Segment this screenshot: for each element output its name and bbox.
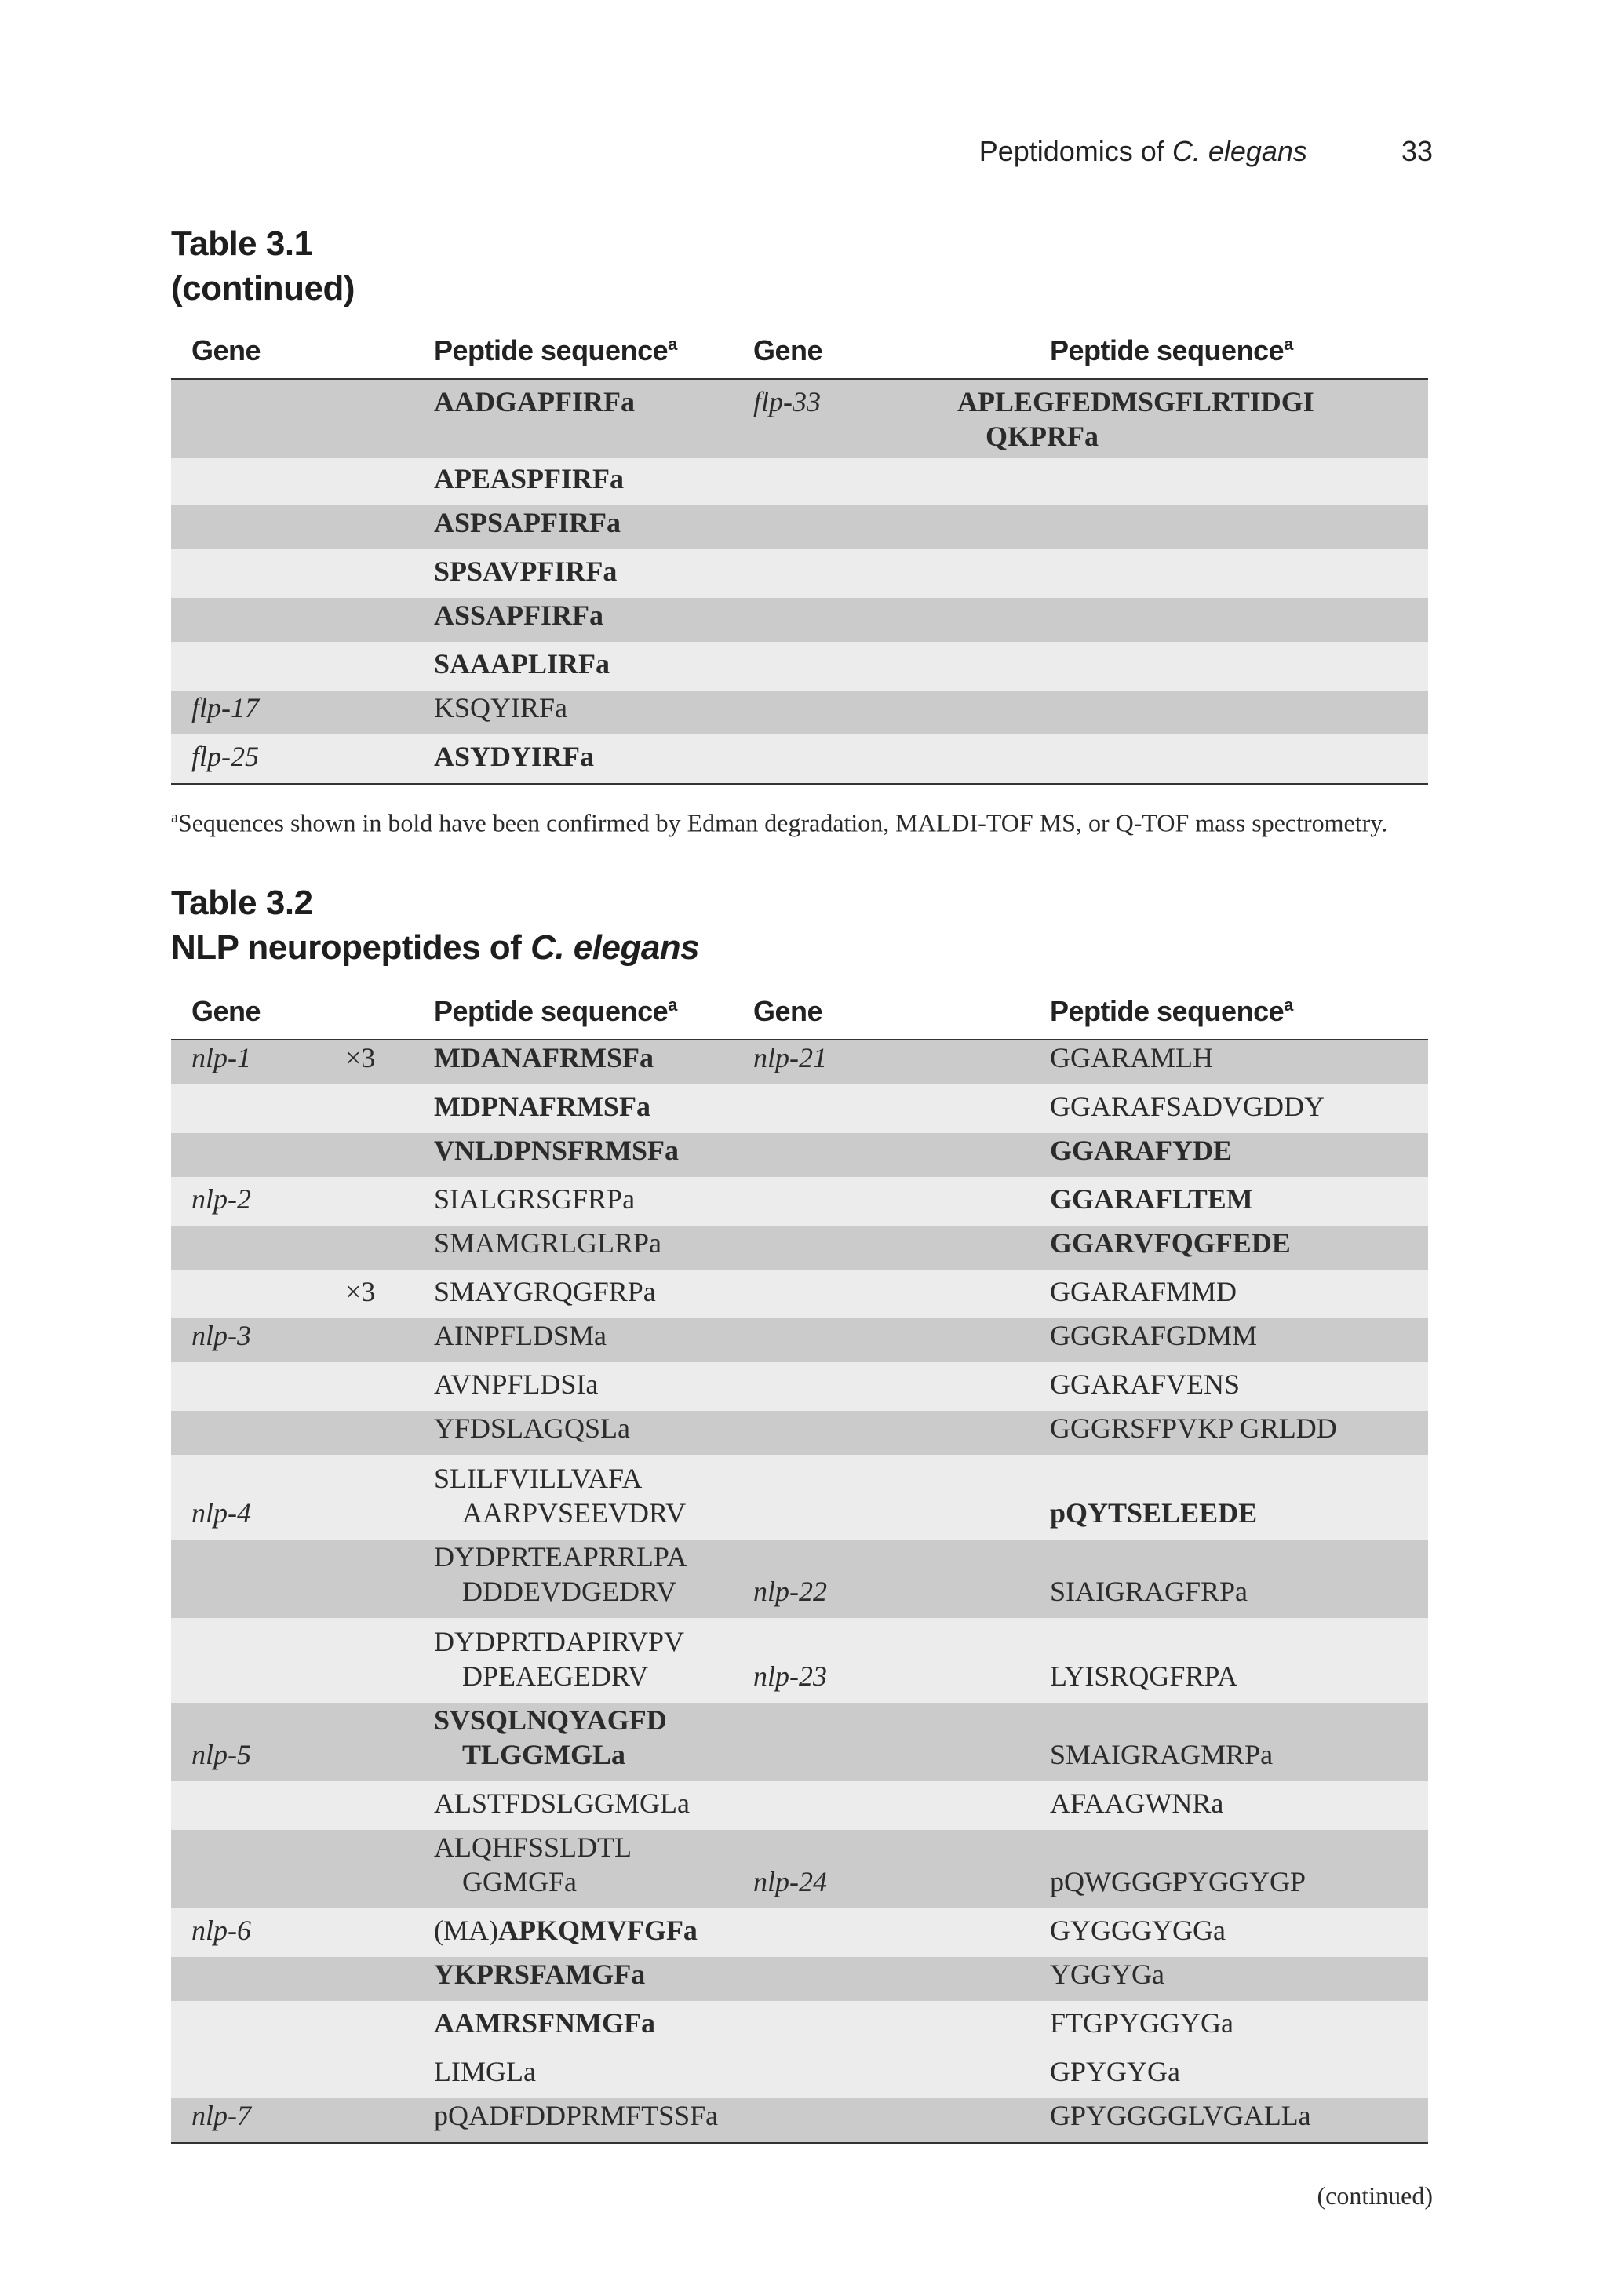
peptide-sequence: ALSTFDSLGGMGLa [434, 1788, 691, 1819]
running-head [979, 135, 1433, 168]
table1-header-gene-2: Gene [753, 334, 823, 366]
table-row [171, 1540, 1428, 1618]
peptide-sequence: FTGPYGGYGa [1050, 2007, 1233, 2039]
peptide-sequence: SLILFVILLVAFA AARPVSEEVDRV [434, 1463, 687, 1529]
gene-name: nlp-3 [191, 1320, 251, 1351]
peptide-sequence: GGARAFMMD [1050, 1276, 1237, 1307]
peptide-sequence: AVNPFLDSIa [434, 1368, 599, 1400]
peptide-sequence: GGGRAFGDMM [1050, 1320, 1258, 1351]
table-row [171, 598, 1428, 642]
peptide-sequence: pQYTSELEEDE [1050, 1497, 1258, 1529]
gene-name: flp-25 [191, 741, 259, 772]
table2-bottom-rule [171, 2142, 1428, 2144]
copy-number: ×3 [345, 1042, 376, 1073]
peptide-sequence: GGARAMLH [1050, 1042, 1214, 1073]
peptide-sequence: DYDPRTEAPRRLPA DDDEVDGEDRV [434, 1541, 687, 1607]
table1 [171, 330, 1428, 785]
peptide-sequence: SMAMGRLGLRPa [434, 1227, 662, 1259]
peptide-sequence: SMAYGRQGFRPa [434, 1276, 656, 1307]
peptide-sequence: GGGRSFPVKP GRLDD [1050, 1412, 1337, 1444]
peptide-sequence: SIALGRSGFRPa [434, 1183, 636, 1215]
table1-header [171, 330, 1428, 380]
gene-name: flp-17 [191, 692, 259, 723]
peptide-sequence: (MA)APKQMVFGFa [434, 1915, 698, 1946]
gene-name: nlp-6 [191, 1915, 251, 1946]
table1-footnote: $^a$Sequences shown in bold have been confirmed by Edman degradation, MALDI-TOF MS, or Q-TOF mass spectrometry. [171, 808, 1388, 837]
peptide-sequence: GPYGYGa [1050, 2056, 1180, 2087]
table1-header-seq-1: Peptide sequence$^a$ [434, 334, 677, 366]
peptide-sequence: LIMGLa [434, 2056, 536, 2087]
peptide-sequence: DYDPRTDAPIRVPV DPEAEGEDRV [434, 1626, 685, 1692]
table-row [171, 505, 1428, 549]
continued-note: (continued) [1317, 2181, 1433, 2210]
peptide-sequence: AAMRSFNMGFa [434, 2007, 655, 2039]
peptide-sequence: AINPFLDSMa [434, 1320, 607, 1351]
table-row [171, 1781, 1428, 1830]
peptide-sequence: YGGYGa [1050, 1959, 1164, 1990]
page-number: 33 [1401, 135, 1433, 167]
peptide-sequence: GGARAFLTEM [1050, 1183, 1253, 1215]
table-row [171, 458, 1428, 505]
table1-bottom-rule [171, 783, 1428, 785]
table-row [171, 1411, 1428, 1455]
gene-name: nlp-5 [191, 1739, 251, 1770]
gene-name: nlp-24 [753, 1866, 827, 1897]
table-row [171, 1830, 1428, 1908]
table-row [171, 1270, 1428, 1318]
table2-heading [171, 880, 699, 970]
gene-name: nlp-23 [753, 1660, 827, 1692]
table-row [171, 1133, 1428, 1177]
peptide-sequence: GGARAFVENS [1050, 1368, 1241, 1400]
table-row [171, 1618, 1428, 1703]
peptide-sequence: KSQYIRFa [434, 692, 568, 723]
table1-heading [171, 221, 355, 311]
table-row [171, 1362, 1428, 1411]
table2-header-gene-1: Gene [191, 995, 261, 1027]
gene-name: nlp-1 [191, 1042, 251, 1073]
table-row [171, 1703, 1428, 1781]
table-row [171, 1455, 1428, 1540]
peptide-sequence: SMAIGRAGMRPa [1050, 1739, 1274, 1770]
table-row [171, 1040, 1428, 1084]
running-head-title: Peptidomics of C. elegans [978, 135, 1307, 167]
peptide-sequence: SVSQLNQYAGFD TLGGMGLa [434, 1704, 667, 1770]
copy-number: ×3 [345, 1276, 376, 1307]
table-row [171, 2098, 1428, 2142]
peptide-sequence: ASYDYIRFa [434, 741, 595, 772]
table1-header-seq-2: Peptide sequence$^a$ [1050, 334, 1293, 366]
gene-name: nlp-7 [191, 2100, 251, 2131]
table2-label: Table 3.2 [171, 884, 313, 922]
peptide-sequence: GYGGGYGGa [1050, 1915, 1226, 1946]
peptide-sequence: SIAIGRAGFRPa [1050, 1576, 1248, 1607]
peptide-sequence: YKPRSFAMGFa [434, 1959, 646, 1990]
table-row [171, 1177, 1428, 1226]
table-row [171, 642, 1428, 691]
peptide-sequence: AFAAGWNRa [1050, 1788, 1224, 1819]
table-row [171, 2001, 1428, 2050]
gene-name: nlp-4 [191, 1497, 251, 1529]
gene-name: nlp-22 [753, 1576, 827, 1607]
peptide-sequence: GGARAFYDE [1050, 1135, 1232, 1166]
peptide-sequence: APEASPFIRFa [434, 463, 624, 494]
peptide-sequence: SAAAPLIRFa [434, 648, 610, 680]
peptide-sequence: ASPSAPFIRFa [434, 507, 621, 538]
table-row [171, 691, 1428, 734]
table-row [171, 380, 1428, 458]
table-row [171, 549, 1428, 598]
peptide-sequence: GGARAFSADVGDDY [1050, 1091, 1325, 1122]
table1-title: (continued) [171, 269, 355, 308]
gene-name: nlp-21 [753, 1042, 827, 1073]
peptide-sequence: LYISRQGFRPA [1050, 1660, 1238, 1692]
table2-header-seq-2: Peptide sequence$^a$ [1050, 995, 1293, 1027]
table-row [171, 1226, 1428, 1270]
table-row [171, 1084, 1428, 1133]
peptide-sequence: pQWGGGPYGGYGP [1050, 1866, 1306, 1897]
peptide-sequence: AADGAPFIRFa [434, 386, 635, 417]
table-row [171, 1908, 1428, 1957]
peptide-sequence: MDANAFRMSFa [434, 1042, 654, 1073]
table-row [171, 1957, 1428, 2001]
peptide-sequence: GPYGGGGLVGALLa [1050, 2100, 1311, 2131]
peptide-sequence: ASSAPFIRFa [434, 600, 604, 631]
peptide-sequence: APLEGFEDMSGFLRTIDGI QKPRFa [957, 386, 1314, 452]
table-row [171, 1318, 1428, 1362]
peptide-sequence: ALQHFSSLDTL GGMGFa [434, 1831, 632, 1897]
peptide-sequence: MDPNAFRMSFa [434, 1091, 650, 1122]
peptide-sequence: GGARVFQGFEDE [1050, 1227, 1291, 1259]
table2-header [171, 990, 1428, 1040]
peptide-sequence: YFDSLAGQSLa [434, 1412, 631, 1444]
table1-header-gene-1: Gene [191, 334, 261, 366]
table2-title: NLP neuropeptides of C. elegans [171, 928, 700, 967]
peptide-sequence: pQADFDDPRMFTSSFa [434, 2100, 719, 2131]
peptide-sequence: VNLDPNSFRMSFa [434, 1135, 679, 1166]
table1-label: Table 3.1 [171, 224, 313, 263]
table2-header-seq-1: Peptide sequence$^a$ [434, 995, 677, 1027]
gene-name: flp-33 [753, 386, 821, 417]
peptide-sequence: SPSAVPFIRFa [434, 556, 618, 587]
table2 [171, 990, 1428, 2144]
table-row [171, 2050, 1428, 2098]
gene-name: nlp-2 [191, 1183, 251, 1215]
table2-header-gene-2: Gene [753, 995, 823, 1027]
table-row [171, 734, 1428, 783]
